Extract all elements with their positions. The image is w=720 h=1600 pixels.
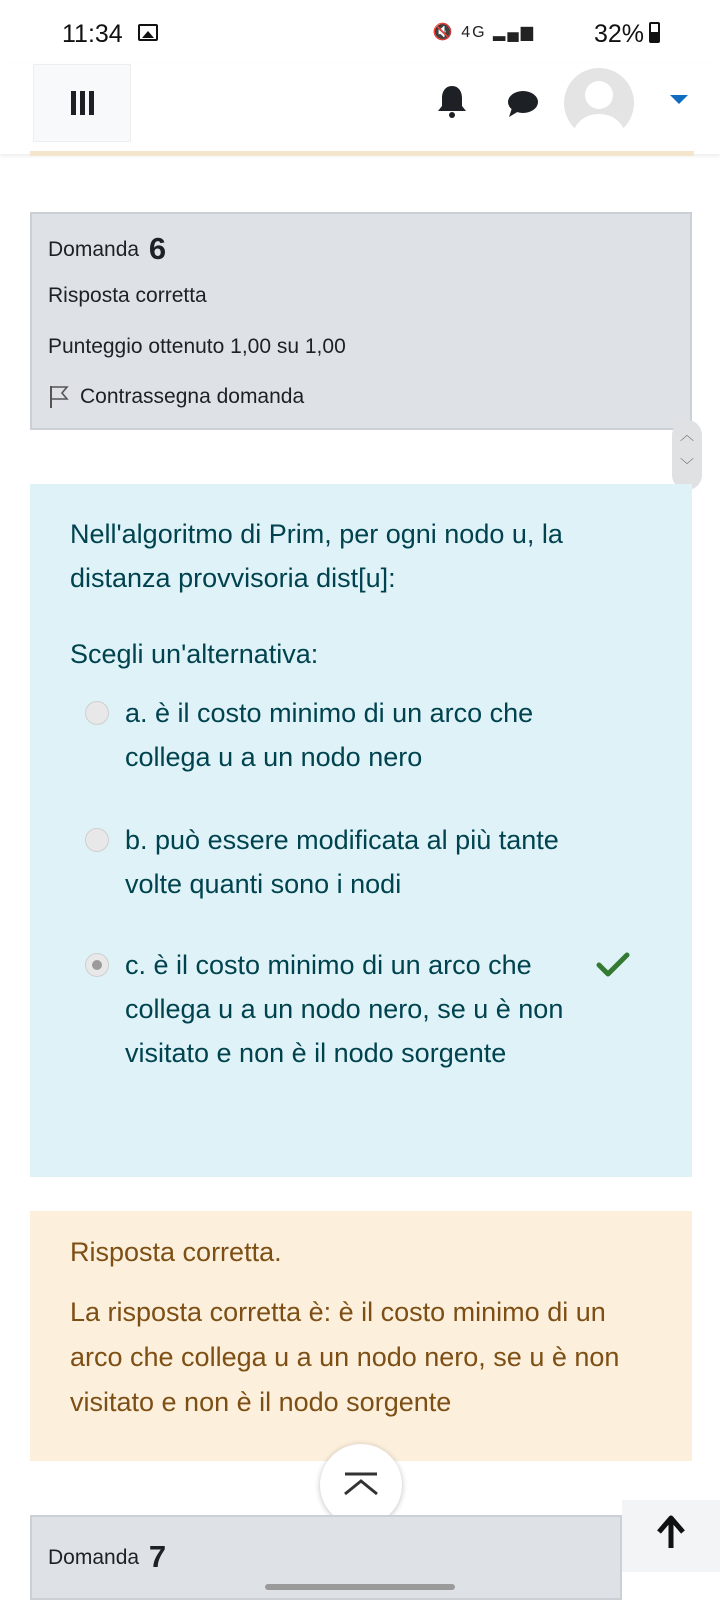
scroll-handle[interactable]: ︿ ﹀ [672, 420, 702, 490]
status-time: 11:34 [62, 20, 123, 48]
scroll-top-button[interactable] [320, 1444, 402, 1526]
next-question-number: Domanda 7 [48, 1539, 167, 1574]
feedback-text: La risposta corretta è: è il costo minimo di un arco che collega u a un nodo nero, se u è non visitato e non è il nodo sorgente [70, 1297, 620, 1417]
question-number: Domanda 6 [48, 231, 167, 266]
nav-divider [30, 151, 694, 156]
gallery-notification-icon [138, 24, 158, 41]
flag-icon [48, 385, 70, 409]
user-menu-caret-icon[interactable] [670, 95, 688, 104]
question-grade: Punteggio ottenuto 1,00 su 1,00 [48, 335, 346, 358]
question-text-area [30, 484, 692, 1177]
chevron-up-icon [320, 1444, 402, 1526]
feedback-area [30, 1211, 692, 1461]
avatar[interactable] [564, 68, 634, 138]
radio-a[interactable] [85, 701, 109, 725]
top-navbar [0, 64, 720, 154]
flag-question-link[interactable]: Contrassegna domanda [48, 385, 304, 409]
question-info [30, 212, 692, 430]
check-icon [596, 952, 630, 978]
question-state: Risposta corretta [48, 284, 207, 307]
chat-icon[interactable] [507, 90, 539, 118]
bell-icon[interactable] [436, 84, 468, 118]
status-bar [0, 0, 720, 64]
option-c-label: c. è il costo minimo di un arco che collega u a un nodo nero, se u è non visitato e non è il nodo sorgente [125, 950, 564, 1068]
back-to-top-button[interactable] [622, 1500, 720, 1572]
menu-button[interactable] [33, 64, 131, 142]
status-network: 🔇 4G ▂▄▆ [432, 24, 535, 41]
battery-icon [649, 22, 660, 43]
menu-icon [71, 91, 76, 115]
option-a-label: a. è il costo minimo di un arco che collega u a un nodo nero [125, 698, 534, 772]
question-text: Nell'algoritmo di Prim, per ogni nodo u, la distanza provvisoria dist[u]: [70, 519, 563, 593]
battery-percent: 32% [593, 20, 644, 48]
gesture-home-bar[interactable] [265, 1584, 455, 1590]
radio-b[interactable] [85, 828, 109, 852]
option-b-label: b. può essere modificata al più tante volte quanti sono i nodi [125, 825, 559, 899]
arrow-up-icon [622, 1500, 720, 1572]
feedback-title: Risposta corretta. [70, 1237, 282, 1267]
answer-prompt: Scegli un'alternativa: [70, 639, 319, 669]
radio-c[interactable] [85, 953, 109, 977]
